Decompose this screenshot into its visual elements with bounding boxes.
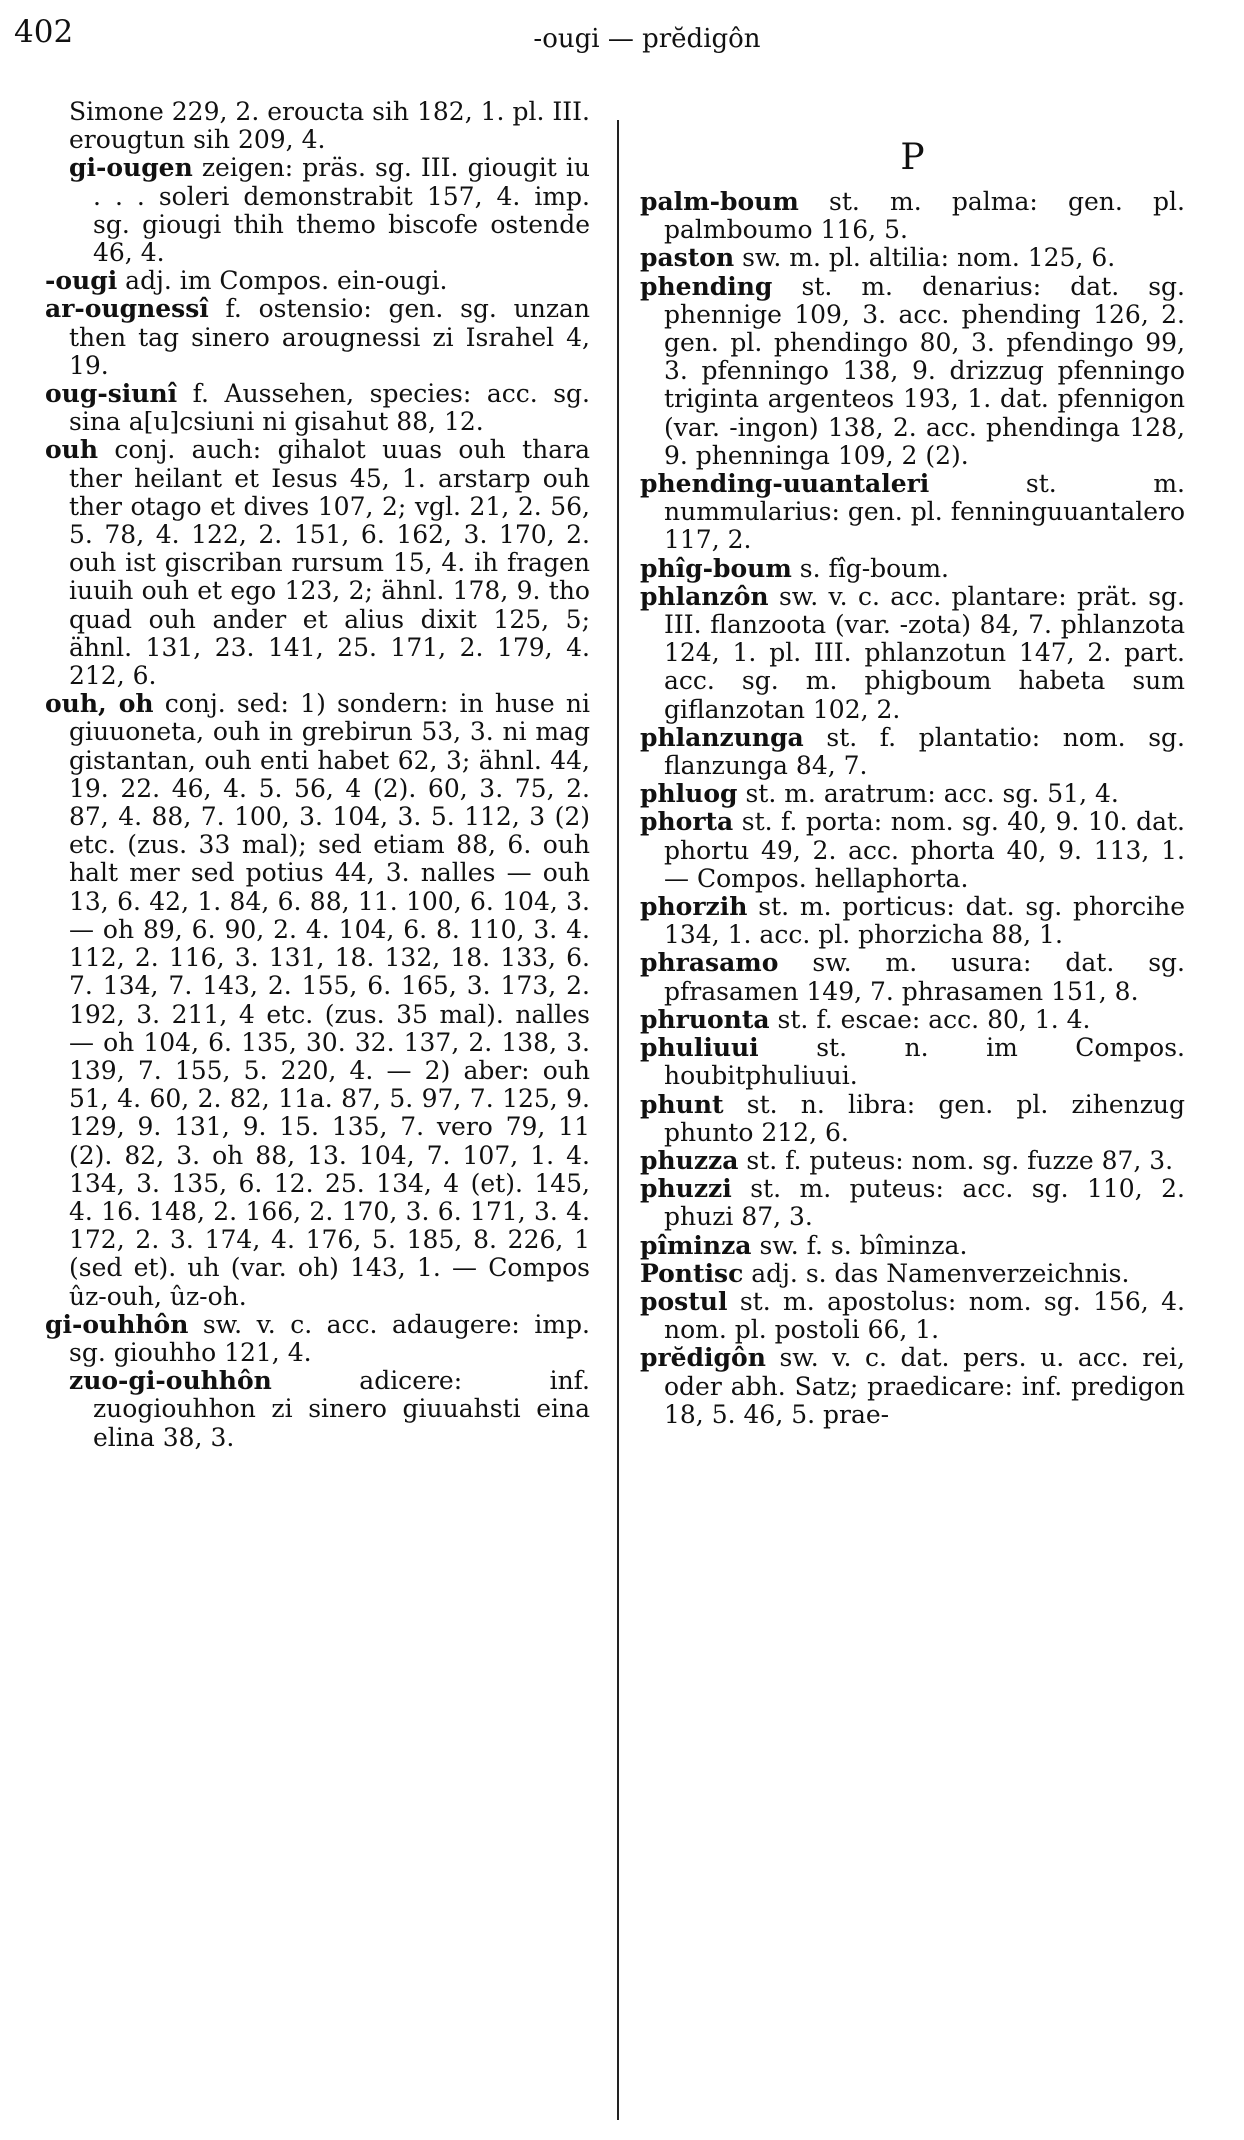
- entry-headword: gi-ouhhôn: [45, 1309, 189, 1339]
- entry-body: st. m. aratrum: acc. sg. 51, 4.: [737, 779, 1119, 809]
- dictionary-entry: [640, 1147, 1185, 1175]
- entry-headword: phlanzôn: [640, 581, 769, 611]
- dictionary-entry: [640, 244, 1185, 272]
- entry-headword: phorzih: [640, 892, 748, 922]
- entry-body: st. m. puteus: acc. sg. 110, 2. phuzi 87, 3.: [664, 1174, 1185, 1232]
- entry-headword: phlanzunga: [640, 722, 804, 752]
- entry-body: st. m. denarius: dat. sg. phennige 109, 3. acc. phending 126, 2. gen. pl. phendingo 80, 3. pfendingo 99, 3. pfenningo 138, 9. drizzug pfenningo triginta argenteos 193, 1. dat. pfennigon (var. -ingon) 138, 2. acc. phendinga 128, 9. phenninga 109, 2 (2).: [664, 271, 1185, 470]
- running-title: -ougi — prĕdigôn: [533, 24, 761, 54]
- dictionary-entry: [640, 188, 1185, 244]
- entry-body: f. ostensio: gen. sg. unzan then tag sinero arougnessi zi Israhel 4, 19.: [69, 294, 590, 380]
- entry-headword: gi-ougen: [69, 153, 193, 183]
- entry-headword: phending: [640, 271, 773, 301]
- entry-body: sw. m. pl. altilia: nom. 125, 6.: [734, 243, 1116, 273]
- entry-body: adicere: inf. zuogiouhhon zi sinero giuuahsti eina elina 38, 3.: [93, 1366, 590, 1452]
- right-column-entries: [640, 188, 1185, 1429]
- entry-headword: phuzzi: [640, 1174, 732, 1204]
- entry-headword: phuzza: [640, 1145, 739, 1175]
- dictionary-entry: [45, 436, 590, 690]
- dictionary-entry: [640, 780, 1185, 808]
- entry-headword: palm-boum: [640, 187, 799, 216]
- entry-headword: oug-siunî: [45, 379, 178, 409]
- entry-headword: ouh: [45, 435, 99, 465]
- entry-headword: phîg-boum: [640, 553, 792, 583]
- dictionary-entry: [640, 1288, 1185, 1344]
- entry-headword: pîminza: [640, 1230, 752, 1260]
- dictionary-entry: [640, 583, 1185, 724]
- entry-headword: Pontisc: [640, 1258, 744, 1288]
- dictionary-entry: [640, 1175, 1185, 1231]
- entry-headword: zuo-gi-ouhhôn: [69, 1366, 272, 1396]
- entry-body: sw. v. c. dat. pers. u. acc. rei, oder abh. Satz; praedicare: inf. predigon 18, 5. 46, 5. prae-: [664, 1343, 1185, 1429]
- dictionary-entry: [45, 295, 590, 380]
- entry-body: adj. im Compos. ein-ougi.: [117, 266, 448, 296]
- section-letter-heading: P: [900, 137, 925, 178]
- entry-body: conj. auch: gihalot uuas ouh thara ther heilant et Iesus 45, 1. arstarp ouh ther otago et dives 107, 2; vgl. 21, 2. 56, 5. 78, 4. 122, 2. 151, 6. 162, 3. 170, 2. ouh ist giscriban rursum 15, 4. ih fragen iuuih ouh et ego 123, 2; ähnl. 178, 9. tho quad ouh ander et alius dixit 125, 5; ähnl. 131, 23. 141, 25. 171, 2. 179, 4. 212, 6.: [69, 435, 590, 691]
- dictionary-entry: [640, 1260, 1185, 1288]
- entry-body: adj. s. das Namenverzeichnis.: [743, 1258, 1130, 1288]
- dictionary-entry: [640, 273, 1185, 470]
- entry-body: st. m. nummularius: gen. pl. fenninguuantalero 117, 2.: [664, 469, 1185, 555]
- dictionary-entry: [640, 555, 1185, 583]
- dictionary-entry: [45, 690, 590, 1310]
- dictionary-entry: [640, 949, 1185, 1005]
- dictionary-entry: [640, 1232, 1185, 1260]
- entry-headword: phrasamo: [640, 948, 779, 978]
- entry-headword: prĕdigôn: [640, 1343, 766, 1373]
- entry-body: st. f. porta: nom. sg. 40, 9. 10. dat. phortu 49, 2. acc. phorta 40, 9. 113, 1. — Compos. hellaphorta.: [664, 807, 1185, 893]
- entry-body: st. n. im Compos. houbitphuliuui.: [664, 1033, 1185, 1091]
- entry-headword: phruonta: [640, 1004, 770, 1034]
- entry-body: Simone 229, 2. eroucta sih 182, 1. pl. III. erougtun sih 209, 4.: [69, 97, 590, 155]
- entry-body: st. m. apostolus: nom. sg. 156, 4. nom. pl. postoli 66, 1.: [664, 1286, 1185, 1345]
- entry-body: st. n. libra: gen. pl. zihenzug phunto 212, 6.: [664, 1089, 1185, 1147]
- right-column: [640, 137, 1185, 1429]
- entry-body: sw. v. c. acc. plantare: prät. sg. III. flanzoota (var. -zota) 84, 7. phlanzota 124, 1. pl. III. phlanzotun 147, 2. part. acc. sg. m. phigboum habeta sum giflanzotan 102, 2.: [664, 581, 1185, 724]
- entry-body: zeigen: präs. sg. III. giougit iu . . . soleri demonstrabit 157, 4. imp. sg. giougi thih themo biscofe ostende 46, 4.: [93, 153, 590, 268]
- dictionary-entry: [45, 380, 590, 436]
- entry-body: st. f. escae: acc. 80, 1. 4.: [769, 1004, 1091, 1034]
- dictionary-entry: [640, 808, 1185, 893]
- dictionary-entry: [640, 1006, 1185, 1034]
- entry-body: st. m. palma: gen. pl. palmboumo 116, 5.: [664, 187, 1185, 245]
- entry-body: st. f. plantatio: nom. sg. flanzunga 84, 7.: [664, 722, 1185, 781]
- entry-headword: phluog: [640, 779, 738, 809]
- dictionary-entry: [640, 724, 1185, 780]
- entry-headword: phunt: [640, 1089, 724, 1119]
- dictionary-entry: [45, 267, 590, 295]
- entry-body: sw. f. s. bîminza.: [751, 1230, 968, 1260]
- entry-body: st. f. puteus: nom. sg. fuzze 87, 3.: [738, 1145, 1174, 1175]
- dictionary-entry: [640, 470, 1185, 555]
- entry-headword: postul: [640, 1286, 728, 1316]
- page-number: 402: [14, 14, 74, 50]
- entry-body: sw. m. usura: dat. sg. pfrasamen 149, 7. phrasamen 151, 8.: [664, 948, 1185, 1006]
- dictionary-entry: [45, 1311, 590, 1367]
- entry-body: conj. sed: 1) sondern: in huse ni giuuoneta, ouh in grebirun 53, 3. ni mag gistantan, ouh enti habet 62, 3; ähnl. 44, 19. 22. 46, 4. 5. 56, 4 (2). 60, 3. 75, 2. 87, 4. 88, 7. 100, 3. 104, 3. 5. 112, 3 (2) etc. (zus. 33 mal); sed etiam 88, 6. ouh halt mer sed potius 44, 3. nalles — ouh 13, 6. 42, 1. 84, 6. 88, 11. 100, 6. 104, 3. — oh 89, 6. 90, 2. 4. 104, 6. 8. 110, 3. 4. 112, 2. 116, 3. 131, 18. 132, 18. 133, 6. 7. 134, 7. 143, 2. 155, 6. 165, 3. 173, 2. 192, 3. 211, 4 etc. (zus. 35 mal). nalles — oh 104, 6. 135, 30. 32. 137, 2. 138, 3. 139, 7. 155, 5. 220, 4. — 2) aber: ouh 51, 4. 60, 2. 82, 11a. 87, 5. 97, 7. 125, 9. 129, 9. 131, 9. 15. 135, 7. vero 79, 11 (2). 82, 3. oh 88, 13. 104, 7. 107, 1. 4. 134, 3. 135, 6. 12. 25. 134, 4 (et). 145, 4. 16. 148, 2. 166, 2. 170, 3. 6. 171, 3. 4. 172, 2. 3. 174, 4. 176, 5. 185, 8. 226, 1 (sed et). uh (var. oh) 143, 1. — Compos ûz-ouh, ûz-oh.: [69, 689, 590, 1311]
- dictionary-entry: [640, 1344, 1185, 1429]
- entry-headword: -ougi: [45, 266, 118, 296]
- entry-body: st. m. porticus: dat. sg. phorcihe 134, 1. acc. pl. phorzicha 88, 1.: [664, 892, 1185, 950]
- dictionary-entry: [640, 893, 1185, 949]
- dictionary-entry: [45, 98, 590, 154]
- dictionary-entry: [45, 154, 590, 267]
- entry-headword: phorta: [640, 807, 734, 837]
- entry-headword: phending-uuantaleri: [640, 469, 930, 499]
- entry-headword: paston: [640, 243, 735, 273]
- entry-body: f. Aussehen, species: acc. sg. sina a[u]csiuni ni gisahut 88, 12.: [69, 379, 590, 437]
- page-header: [0, 0, 1244, 80]
- dictionary-entry: [640, 1034, 1185, 1090]
- column-divider: [617, 120, 619, 2120]
- entry-headword: ouh, oh: [45, 689, 154, 719]
- entry-headword: phuliuui: [640, 1033, 759, 1063]
- entry-headword: ar-ougnessî: [45, 294, 209, 324]
- left-column: [45, 98, 590, 1452]
- dictionary-entry: [640, 1091, 1185, 1147]
- entry-body: sw. v. c. acc. adaugere: imp. sg. giouhho 121, 4.: [69, 1309, 590, 1367]
- dictionary-entry: [45, 1367, 590, 1452]
- entry-body: s. fîg-boum.: [791, 553, 949, 583]
